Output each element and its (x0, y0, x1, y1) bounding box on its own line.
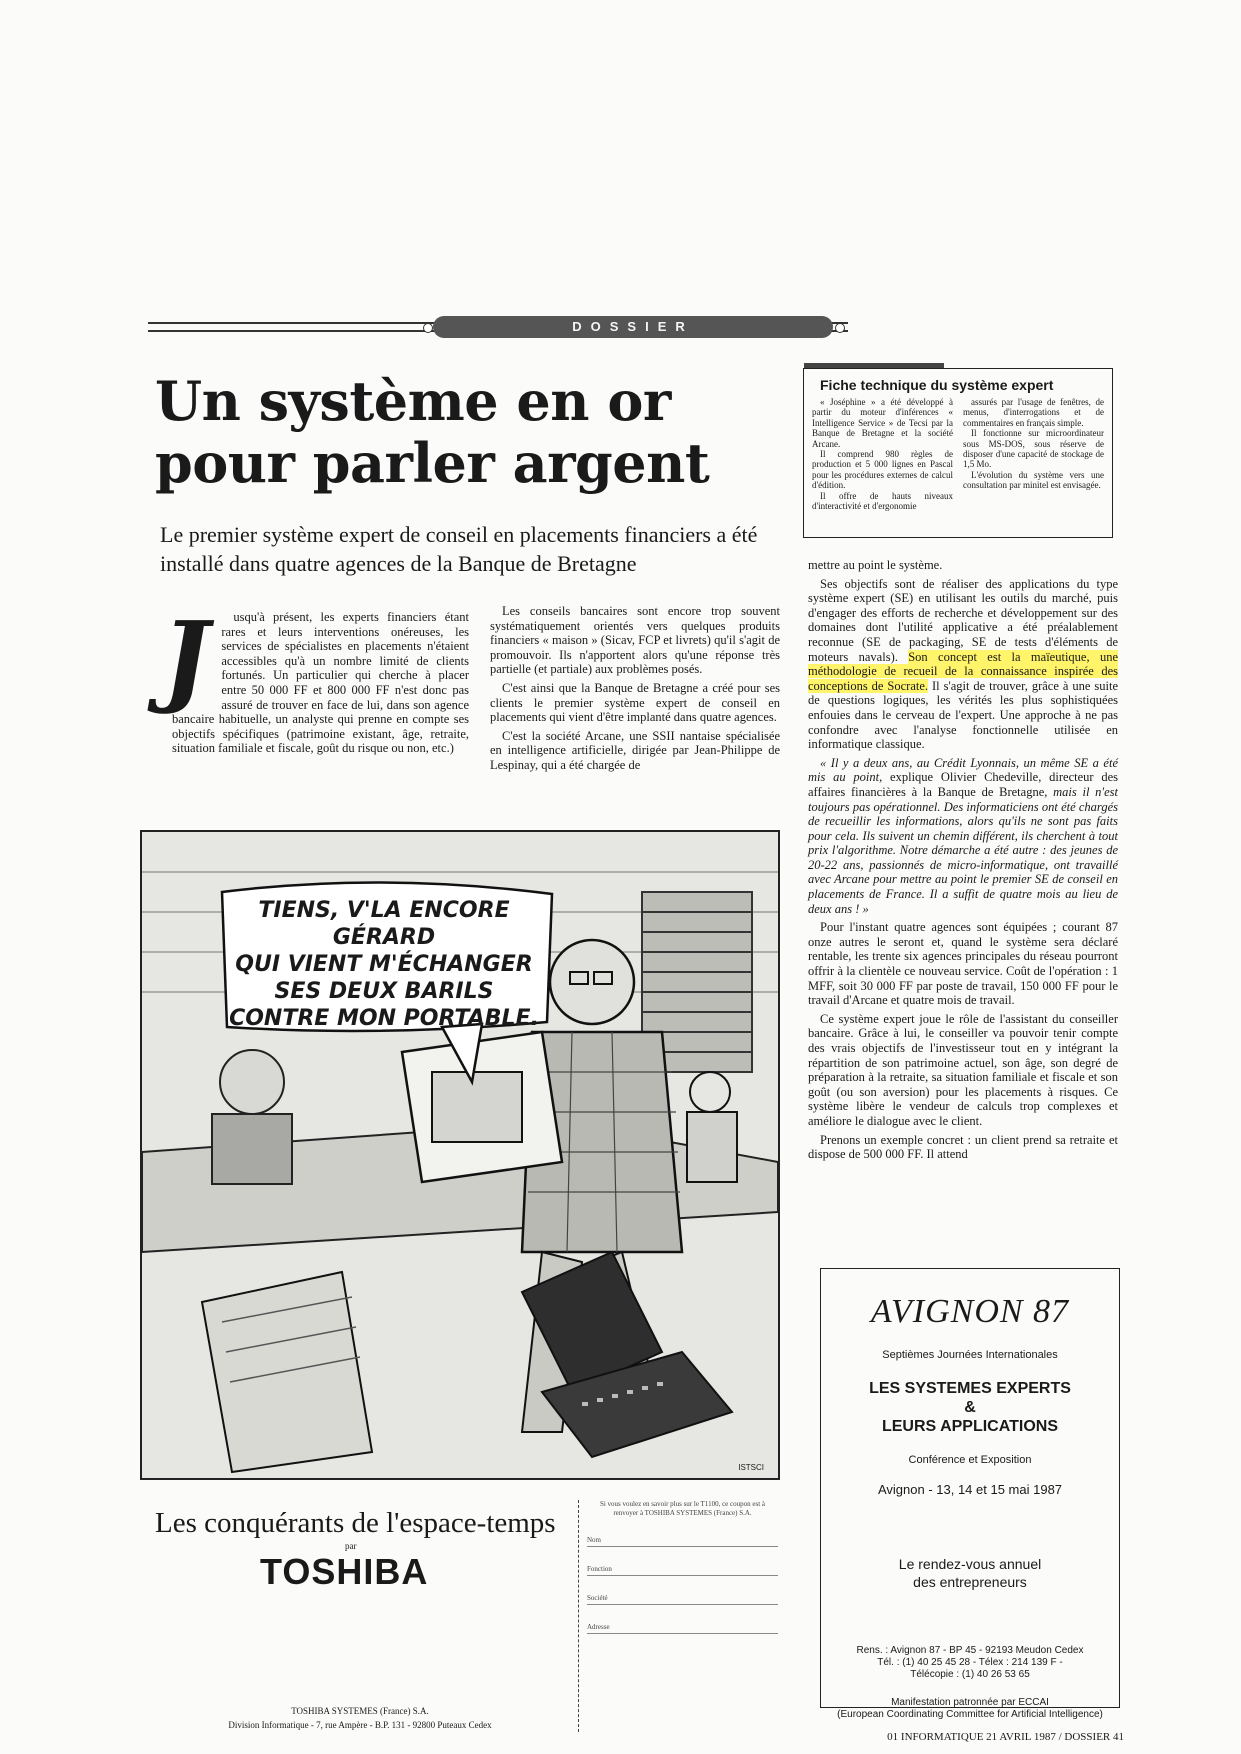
headline-line-2: pour parler argent (155, 431, 710, 495)
event-title: AVIGNON 87 (870, 1293, 1070, 1330)
illustration-credit: ISTSCI (738, 1463, 764, 1472)
ad-slogan: Les conquérants de l'espace-temps (155, 1507, 556, 1539)
speech-line: CONTRE MON PORTABLE. (229, 1006, 539, 1031)
article-column-2 (490, 604, 780, 777)
speech-line: TIENS, V'LA ENCORE GÉRARD (258, 898, 510, 950)
article-column-3 (808, 558, 1118, 1166)
ad-company-name: TOSHIBA SYSTEMES (France) S.A. (291, 1706, 429, 1716)
paragraph: Prenons un exemple concret : un client prend sa retraite et dispose de 500 000 FF. Il attend (808, 1132, 1118, 1162)
paragraph (808, 577, 1118, 752)
contact-line: Rens. : Avignon 87 - BP 45 - 92193 Meudon Cedex (856, 1645, 1084, 1656)
topic-line: LEURS APPLICATIONS (881, 1418, 1058, 1435)
paragraph: mettre au point le système. (808, 558, 943, 572)
page-footer: 01 INFORMATIQUE 21 AVRIL 1987 / DOSSIER 41 (887, 1731, 1124, 1743)
highlighted-text: Son concept est la maïeutique, une méthodologie de recueil de la connaissance inspirée des conceptions de Socrate. (808, 649, 1118, 693)
contact-line: Télécopie : (1) 40 26 53 65 (910, 1669, 1030, 1680)
headline-line-1: Un système en or (155, 369, 671, 433)
drop-cap: J (153, 599, 222, 717)
article-column-1 (153, 599, 469, 760)
text-run: explique Olivier Chedeville, directeur des affaires financières à la Banque de Bretagne, (808, 770, 1118, 799)
event-edition: Septièmes Journées Internationales (882, 1349, 1058, 1361)
paragraph: Ce système expert joue le rôle de l'assistant du conseiller bancaire. Grâce à lui, le conseiller va pouvoir tenir compte des vrais objectifs de l'investisseur tout en y intégrant la répartition de son patrimoine actuel, son âge, son degré de préparation à la retraite, sa situation familiale et fiscale et son goût (ou son aversion) pour les placements à risques. Ce système libère le vendeur de calculs trop complexes et améliore le dialogue avec le client. (808, 1011, 1118, 1128)
topic-line: LES SYSTEMES EXPERTS (869, 1380, 1071, 1397)
coupon-field-function[interactable]: Fonction (587, 1565, 778, 1576)
event-topic (821, 1379, 1119, 1436)
speech-bubble (224, 898, 544, 1031)
event-dates: Avignon - 13, 14 et 15 mai 1987 (877, 1482, 1063, 1497)
event-tagline (821, 1555, 1119, 1591)
technical-sheet-column-1 (812, 397, 953, 511)
paragraph: L'évolution du système vers une consultation par minitel est envisagée. (963, 469, 1104, 491)
speech-line: QUI VIENT M'ÉCHANGER (235, 952, 533, 977)
paragraph: C'est la société Arcane, une SSII nantaise spécialisée en intelligence artificielle, dirigée par Jean-Philippe de Lespinay, qui a été chargée de (490, 728, 780, 772)
section-banner (148, 316, 848, 338)
quote-text: mais il n'est toujours pas opérationnel. Des informaticiens ont été chargés de recueillir les informations, alors qu'ils ne sont pas faits pour cela. Ils suivent un chemin différent, ils cherchent à tout prix l'algorithme. Notre démarche a été autre : des jeunes de 20-22 ans, passionnés de micro-informatique, ont travaillé avec Arcane pour mettre au point le premier SE de conseil en placements de France. Il a suffit de quatre mois au lieu de deux ans ! » (808, 784, 1118, 916)
topic-line: & (964, 1399, 976, 1416)
coupon-field-company[interactable]: Société (587, 1594, 778, 1605)
box-accent-bar (804, 363, 944, 368)
text-run: Ses objectifs sont de réaliser des applications du type système expert (SE) en utilisant les outils du marché, puis d'engager des efforts de recherche et développement sur des domaines dont l'utilité applicative a été préalablement reconnue (SE de packaging, SE de tests d'éléments de moteurs navals). (808, 576, 1118, 664)
event-type: Conférence et Exposition (908, 1454, 1032, 1466)
paragraph: Pour l'instant quatre agences sont équipées ; courant 87 onze autres le seront et, quand le système sera déclaré rentable, les trente six agences principales du réseau pourront offrir à la clientèle ce nouveau service. Coût de l'opération : 1 MFF, soit 30 000 FF par poste de travail, 150 000 FF pour le travail d'Arcane et quatre mois de travail. (808, 920, 1118, 1008)
event-patron (821, 1697, 1119, 1721)
quote-text: « Il y a deux ans, au Crédit Lyonnais, un même SE a été mis au point, (808, 755, 1118, 785)
contact-line: Tél. : (1) 40 25 45 28 - Télex : 214 139 F - (877, 1657, 1063, 1668)
patron-line: (European Coordinating Committee for Artificial Intelligence) (837, 1709, 1103, 1720)
headline (155, 370, 755, 494)
toshiba-logo: TOSHIBA (260, 1551, 429, 1592)
technical-sheet-column-2 (963, 397, 1104, 511)
coupon-field-address[interactable]: Adresse (587, 1623, 778, 1634)
avignon-ad-box (820, 1268, 1120, 1720)
paragraph: Les conseils bancaires sont encore trop souvent systématiquement orientés vers quelques produits financiers « maison » (Sicav, FCP et livrets) qu'il s'agit de promouvoir. Ils n'apportent alors qu'une réponse très partielle (et partiale) aux problèmes posés. (490, 604, 780, 677)
paragraph: Il comprend 980 règles de production et 5 000 lignes en Pascal pour les procédures externes de calcul d'édition. (812, 449, 953, 491)
patron-line: Manifestation patronnée par ECCAI (891, 1697, 1049, 1708)
paragraph: « Joséphine » a été développé à partir du moteur d'inférences « Intelligence Service » de Tecsi par la Banque de Bretagne et la société Arcane. (812, 397, 953, 449)
paragraph: Il offre de hauts niveaux d'interactivité et d'ergonomie (812, 490, 953, 512)
subheadline: Le premier système expert de conseil en placements financiers a été installé dans quatre agences de la Banque de Bretagne (160, 522, 758, 576)
coupon-text: Si vous voulez en savoir plus sur le T1100, ce coupon est à renvoyer à TOSHIBA SYSTEMES (France) S.A. (599, 1500, 766, 1517)
text-run: Il s'agit de trouver, grâce à une suite de questions logiques, les vérités les plus sophistiquées enfouies dans le cerveau de l'expert. Une approche à ne pas confondre avec l'analyse fonctionnelle utilisée en informatique classique. (808, 678, 1118, 752)
paragraph: C'est ainsi que la Banque de Bretagne a créé pour ses clients le premier système expert de conseil en placements qui vient d'être implanté dans quatre agences. (490, 680, 780, 725)
technical-sheet-box (803, 368, 1113, 538)
tagline-line: Le rendez-vous annuel (898, 1556, 1042, 1572)
tagline-line: des entrepreneurs (913, 1574, 1027, 1590)
paragraph: usqu'à présent, les experts financiers étant rares et leurs interventions onéreuses, les services de spécialistes en placements n'étaient accessibles qu'à un nombre limité de clients fortunés. Un particulier qui cherche à placer entre 50 000 FF et 800 000 FF n'est donc pas assuré de trouver en face de lui, dans son agence bancaire habituelle, un analyste qui prenne en compte ses objectifs spécifiques (patrimoine existant, âge, retraite, situation familiale et fiscale, goût du risque ou non, etc.) (172, 610, 469, 756)
section-label: DOSSIER (433, 316, 833, 338)
reply-coupon (578, 1500, 778, 1732)
speech-line: SES DEUX BARILS (274, 979, 494, 1004)
coupon-field-name[interactable]: Nom (587, 1536, 778, 1547)
technical-sheet-title: Fiche technique du système expert (820, 377, 1054, 393)
paragraph: assurés par l'usage de fenêtres, de menus, d'interrogations et de commentaires en français simple. (963, 397, 1104, 428)
cartoon-illustration (140, 830, 780, 1480)
paragraph: Il fonctionne sur microordinateur sous MS-DOS, sous réserve de disposer d'une capacité de stockage de 1,5 Mo. (963, 428, 1104, 470)
event-contact (821, 1645, 1119, 1681)
quote-paragraph (808, 756, 1118, 917)
ad-address: Division Informatique - 7, rue Ampère - B.P. 131 - 92800 Puteaux Cedex (228, 1720, 492, 1730)
ad-par: par (345, 1541, 357, 1551)
